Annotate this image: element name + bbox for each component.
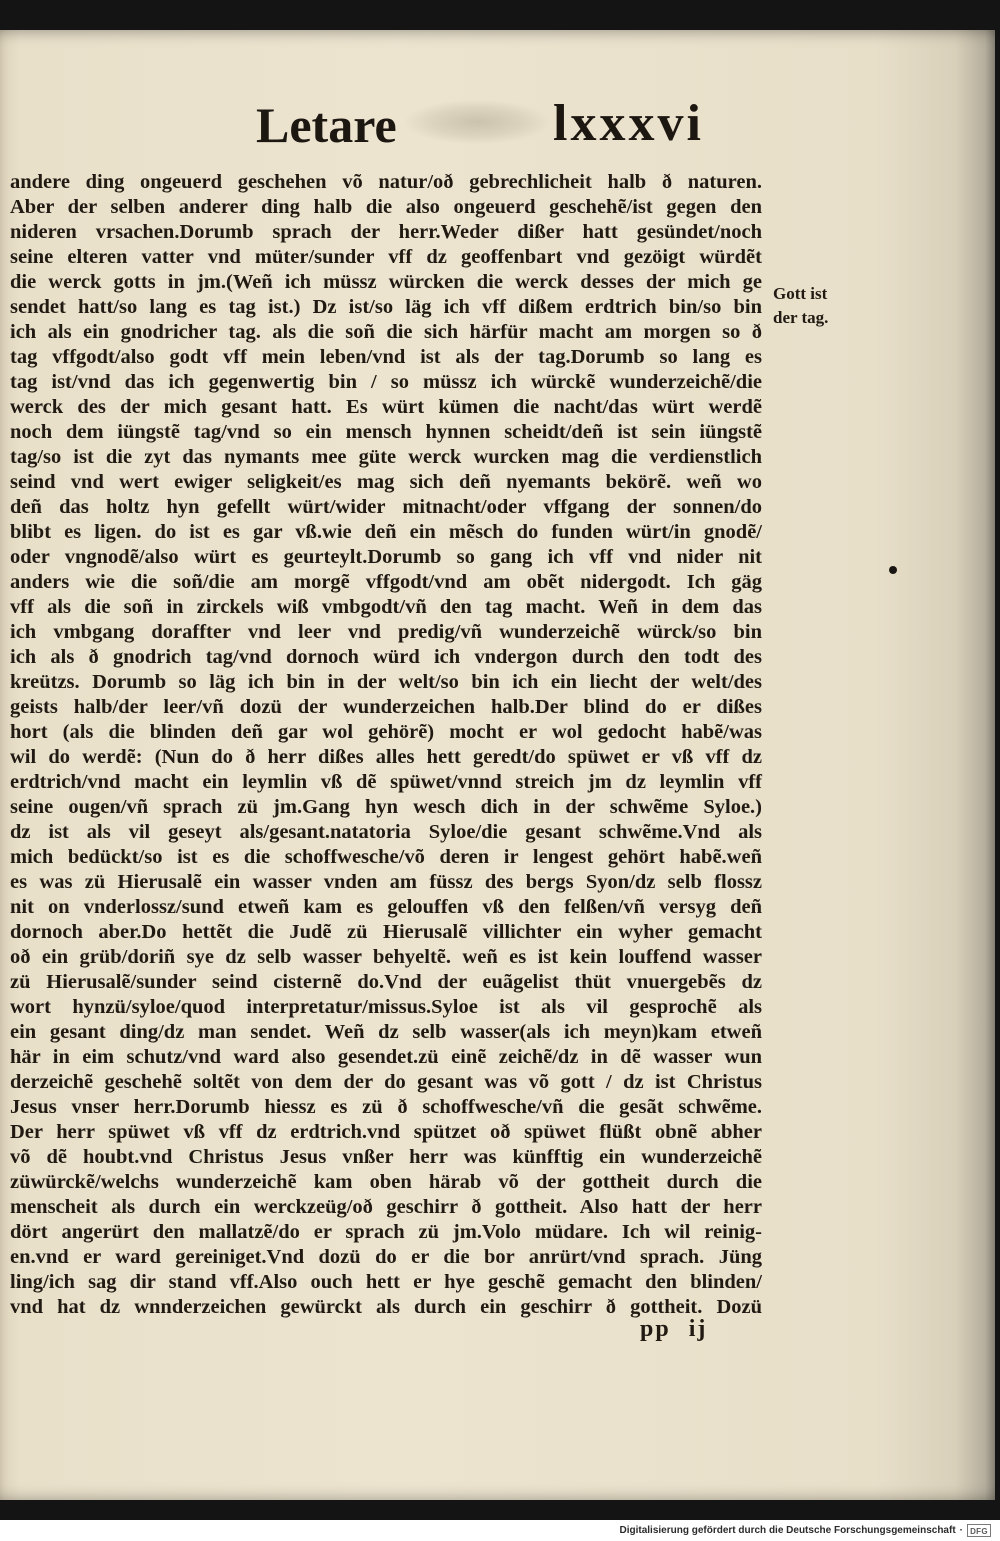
text-line: dz ist als vil geseyt als/gesant.natatoria Syloe/die gesant schwẽme.Vnd als — [10, 821, 762, 843]
text-line: geists halb/der leer/vñ dozü der wunderzeichen halb.Der blind do er dißes — [10, 696, 762, 718]
text-line: ich als ð gnodrich tag/vnd dornoch würd ich vndergon durch den todt des — [10, 646, 762, 668]
text-line: erdtrich/vnd macht ein leymlin vß dẽ spüwet/vnnd streich jm dz leymlin vff — [10, 771, 762, 793]
body-text — [10, 170, 762, 1320]
text-line: nideren vrsachen.Dorumb sprach der herr.Weder dißer hatt gesündet/noch — [10, 221, 762, 243]
text-line: blibt es ligen. do ist es gar vß.wie deñ ein mẽsch do funden würt/in gnodẽ/ — [10, 521, 762, 543]
margin-note-line: der tag. — [773, 308, 829, 327]
margin-note — [773, 282, 853, 330]
text-line: en.vnd er ward gereiniget.Vnd dozü do er die bor anrürt/vnd sprach. Jüng — [10, 1246, 762, 1268]
text-line: wort hynzü/syloe/quod interpretatur/missus.Syloe ist als vil gesprochẽ als — [10, 996, 762, 1018]
text-line: ich als ein gnodricher tag. als die soñ die sich härfür macht am morgen so ð — [10, 321, 762, 343]
text-line: ein gesant ding/dz man sendet. Weñ dz selb wasser(als ich meyn)kam etweñ — [10, 1021, 762, 1043]
text-line: Der herr spüwet vß vff dz erdtrich.vnd spützet oð spüwet flüßt obnẽ abher — [10, 1121, 762, 1143]
margin-note-line: Gott ist — [773, 284, 828, 303]
text-line: võ dẽ houbt.vnd Christus Jesus vnßer herr was künfftig ein wunderzeichẽ — [10, 1146, 762, 1168]
dfg-logo: DFG — [967, 1524, 991, 1537]
text-line: deñ das holtz hyn gefellt würt/wider mitnacht/oder vffgang der sonnen/do — [10, 496, 762, 518]
text-line: derzeichẽ geschehẽ soltẽt von dem der do gesant was võ gott / dz ist Christus — [10, 1071, 762, 1093]
ink-smudge — [405, 100, 550, 144]
text-line: menscheit als durch ein werckzeüg/oð geschirr ð gottheit. Also hatt der herr — [10, 1196, 762, 1218]
text-line: oder vngnodẽ/also würt es geurteylt.Dorumb so gang ich vff vnd nider nit — [10, 546, 762, 568]
ink-dot — [889, 566, 897, 574]
text-line: oð ein grüb/doriñ sye dz selb wasser behyeltẽ. weñ es ist kein louffend wasser — [10, 946, 762, 968]
text-line: dornoch aber.Do hettẽt die Judẽ zü Hierusalẽ villichter ein wyher gemacht — [10, 921, 762, 943]
text-line: nit on vnderlossz/sund etweñ kam es gelouffen vß den felßen/vñ versyg deñ — [10, 896, 762, 918]
running-head-title: Letare — [256, 97, 397, 153]
text-line: züwürckẽ/welchs wunderzeichẽ kam oben härab võ der gottheit durch die — [10, 1171, 762, 1193]
text-line: hort (als die blinden deñ gar wol gehörẽ) mocht er wol gedocht habẽ/was — [10, 721, 762, 743]
text-line: sendet hatt/so lang es tag ist.) Dz ist/so läg ich vff dißem erdtrich bin/so bin — [10, 296, 762, 318]
text-line: Jesus vnser herr.Dorumb hiessz es zü ð schoffwesche/vñ die gesãt schwẽme. — [10, 1096, 762, 1118]
text-line: seine elteren vatter vnd müter/sunder vff dz geoffenbart vnd gezöigt würdẽt — [10, 246, 762, 268]
text-line: ling/ich sag dir stand vff.Also ouch hett er hye geschẽ gemacht den blinden/ — [10, 1271, 762, 1293]
folio-number: lxxxvi — [553, 95, 704, 152]
text-line: andere ding ongeuerd geschehen võ natur/oð gebrechlicheit halb ð naturen. — [10, 171, 762, 193]
footer-credit: Digitalisierung gefördert durch die Deutsche Forschungsgemeinschaft — [619, 1525, 956, 1536]
text-line: tag ist/vnd das ich gegenwertig bin / so müssz ich würckẽ wunderzeichẽ/die — [10, 371, 762, 393]
text-line: ich vmbgang doraffter vnd leer vnd predig/vñ wunderzeichẽ würck/so bin — [10, 621, 762, 643]
text-line: seind vnd wert ewiger seligkeit/es mag sich deñ nyemants bekörẽ. weñ wo — [10, 471, 762, 493]
signature-mark: pp ij — [640, 1316, 708, 1342]
footer-bar — [0, 1520, 1000, 1541]
text-line: tag/so ist die zyt das nymants mee güte werck wurcken mag die verdienstlich — [10, 446, 762, 468]
text-line: mich bedückt/so ist es die schoffwesche/võ deren ir lengest gehört habẽ.weñ — [10, 846, 762, 868]
text-line: werck des der mich gesant hatt. Es würt kümen die nacht/das würt werdẽ — [10, 396, 762, 418]
text-line: vff als die soñ in zirckels wiß vmbgodt/vñ den tag macht. Weñ in dem das — [10, 596, 762, 618]
text-line: vnd hat dz wnnderzeichen gewürckt als durch ein geschirr ð gottheit. Dozü — [10, 1296, 762, 1318]
text-line: Aber der selben anderer ding halb die also ongeuerd geschehẽ/ist gegen den — [10, 196, 762, 218]
text-line: kreützs. Dorumb so läg ich bin in der welt/so bin ich ein liecht der welt/des — [10, 671, 762, 693]
text-line: es was zü Hierusalẽ ein wasser vnden am füssz des bergs Syon/dz selb flossz — [10, 871, 762, 893]
text-line: här in eim schutz/vnd ward also gesendet.zü einẽ zeichẽ/dz in dẽ wasser wun — [10, 1046, 762, 1068]
text-line: tag vffgodt/also godt vff mein leben/vnd ist als der tag.Dorumb so lang es — [10, 346, 762, 368]
text-line: die werck gotts in jm.(Weñ ich müssz würcken die werck desses der mich ge — [10, 271, 762, 293]
text-line: zü Hierusalẽ/sunder seind cisternẽ do.Vnd der euãgelist thüt vnuergebẽs dz — [10, 971, 762, 993]
text-line: dört angerürt den mallatzẽ/do er sprach zü jm.Volo müdare. Ich wil reinig- — [10, 1221, 762, 1243]
text-line: noch dem iüngstẽ tag/vnd so ein mensch hynnen scheidt/deñ ist sein iüngstẽ — [10, 421, 762, 443]
footer-separator: · — [959, 1525, 963, 1536]
text-line: anders wie die soñ/die am morgẽ vffgodt/vnd am obẽt nidergodt. Ich gäg — [10, 571, 762, 593]
text-line: seine ougen/vñ sprach zü jm.Gang hyn wesch dich in der schwẽme Syloe.) — [10, 796, 762, 818]
text-line: wil do werdẽ: (Nun do ð herr dißes alles hett geredt/do spüwet er vß vff dz — [10, 746, 762, 768]
